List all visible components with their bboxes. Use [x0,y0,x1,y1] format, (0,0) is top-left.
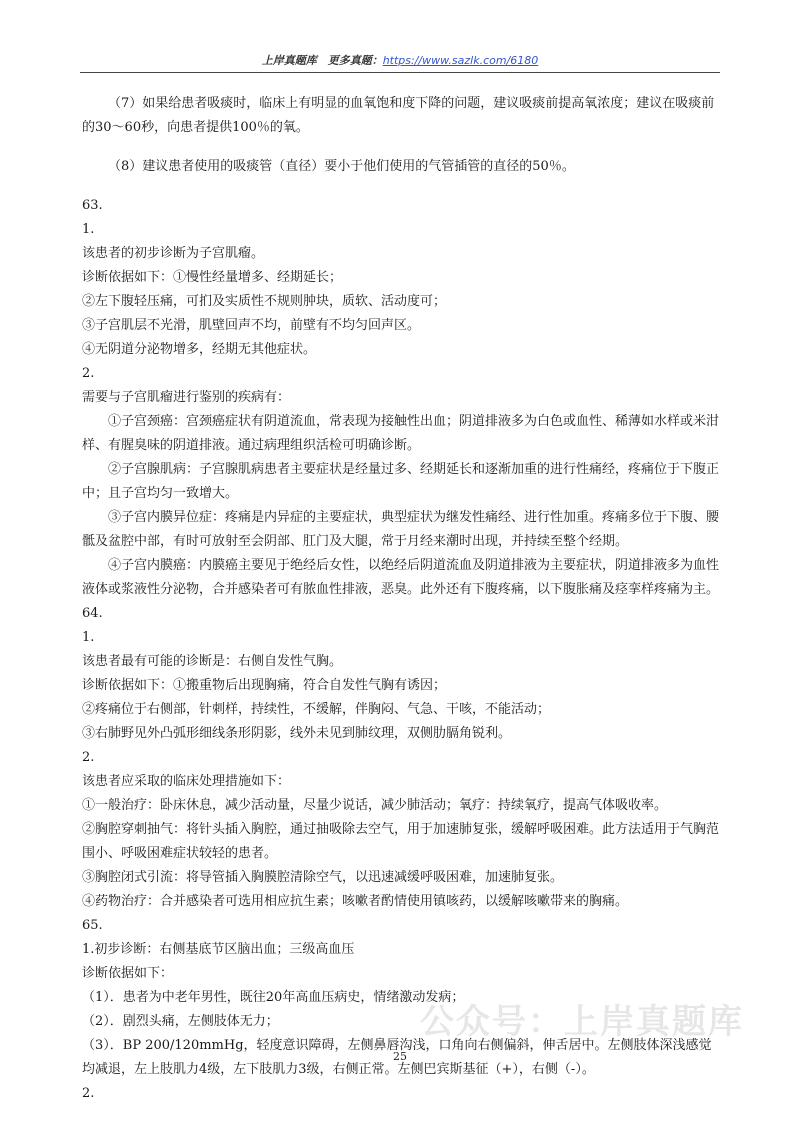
sub-number: 1. [82,222,95,237]
paragraph: ④药物治疗：合并感染者可选用相应抗生素；咳嗽者酌情使用镇咳药，以缓解咳嗽带来的胸痛。 [82,894,629,909]
paragraph: 1.初步诊断：右侧基底节区脑出血；三级高血压 [82,942,355,957]
paragraph: ②疼痛位于右侧部，针刺样，持续性，不缓解，伴胸闷、气急、干咳，不能活动； [82,702,551,717]
paragraph: ④子宫内膜癌：内膜癌主要见于绝经后女性，以绝经后阴道流血及阴道排液为主要症状，阴道排液多为血性液体或浆液性分泌物，合并感染者可有脓血性排液，恶臭。此外还有下腹疼痛，以下腹胀痛及痉挛样疼痛为主。 [82,558,720,597]
header-source: 上岸真题库 更多真题： [261,54,383,67]
paragraph: （2）．剧烈头痛，左侧肢体无力； [82,1014,279,1029]
paragraph: 诊断依据如下： [82,966,174,981]
paragraph: 该患者最有可能的诊断是：右侧自发性气胸。 [82,654,343,669]
paragraph: ③子宫内膜异位症：疼痛是内异症的主要症状，典型症状为继发性痛经、进行性加重。疼痛多位于下腹、腰骶及盆腔中部，有时可放射至会阴部、肛门及大腿，常于月经来潮时出现，并持续至整个经期。 [82,510,720,549]
paragraph: （1）．患者为中老年男性，既往20年高血压病史，情绪激动发病； [82,990,465,1005]
paragraph: ③右肺野见外凸弧形细线条形阴影，线外未见到肺纹理，双侧肋膈角锐利。 [82,726,512,741]
sub-number: 2. [82,1086,95,1101]
paragraph: ①子宫颈癌：宫颈癌症状有阴道流血，常表现为接触性出血；阴道排液多为白色或血性、稀薄如水样或米泔样、有腥臭味的阴道排液。通过病理组织活检可明确诊断。 [82,414,720,453]
document-body [82,92,724,1106]
question-number: 64. [82,606,103,621]
paragraph: 需要与子宫肌瘤进行鉴别的疾病有： [82,390,291,405]
paragraph: ①一般治疗：卧床休息，减少活动量，尽量少说话，减少肺活动；氧疗：持续氧疗，提高气体吸收率。 [82,798,668,813]
watermark: 公众号：上岸真题库 [420,1002,744,1042]
paragraph: ③子宫肌层不光滑，肌壁回声不均，前壁有不均匀回声区。 [82,318,421,333]
sub-number: 2. [82,366,95,381]
page-number: 25 [393,1050,407,1063]
paragraph: （3）．BP 200/120mmHg，轻度意识障碍，左侧鼻唇沟浅，口角向右侧偏斜，伸舌居中。左侧肢体深浅感觉均减退，左上肢肌力4级，左下肢肌力3级，右侧正常。左侧巴宾斯基征（+），右侧（-）。 [82,1038,712,1077]
sub-number: 2. [82,750,95,765]
paragraph: （8）建议患者使用的吸痰管（直径）要小于他们使用的气管插管的直径的50％。 [108,159,575,174]
paragraph: ②胸腔穿刺抽气：将针头插入胸腔，通过抽吸除去空气，用于加速肺复张，缓解呼吸困难。此方法适用于气胸范围小、呼吸困难症状较轻的患者。 [82,822,720,861]
paragraph: 该患者应采取的临床处理措施如下： [82,774,291,789]
paragraph: 诊断依据如下：①搬重物后出现胸痛，符合自发性气胸有诱因； [82,678,447,693]
question-number: 63. [82,198,103,213]
question-number: 65. [82,918,103,933]
paragraph: ③胸腔闭式引流：将导管插入胸膜腔清除空气，以迅速减缓呼吸困难，加速肺复张。 [82,870,564,885]
paragraph: 该患者的初步诊断为子宫肌瘤。 [82,246,265,261]
paragraph: ②左下腹轻压痛，可扪及实质性不规则肿块，质软、活动度可； [82,294,447,309]
header-divider [80,72,720,73]
header-url-link[interactable]: https://www.sazlk.com/6180 [382,54,539,67]
paragraph: （7）如果给患者吸痰时，临床上有明显的血氧饱和度下降的问题，建议吸痰前提高氧浓度；建议在吸痰前的30～60秒，向患者提供100％的氧。 [82,96,715,135]
page-header [0,52,800,68]
paragraph: ④无阴道分泌物增多，经期无其他症状。 [82,342,317,357]
sub-number: 1. [82,630,95,645]
paragraph: 诊断依据如下：①慢性经量增多、经期延长； [82,270,343,285]
paragraph: ②子宫腺肌病：子宫腺肌病患者主要症状是经量过多、经期延长和逐渐加重的进行性痛经，疼痛位于下腹正中；且子宫均匀一致增大。 [82,462,720,501]
